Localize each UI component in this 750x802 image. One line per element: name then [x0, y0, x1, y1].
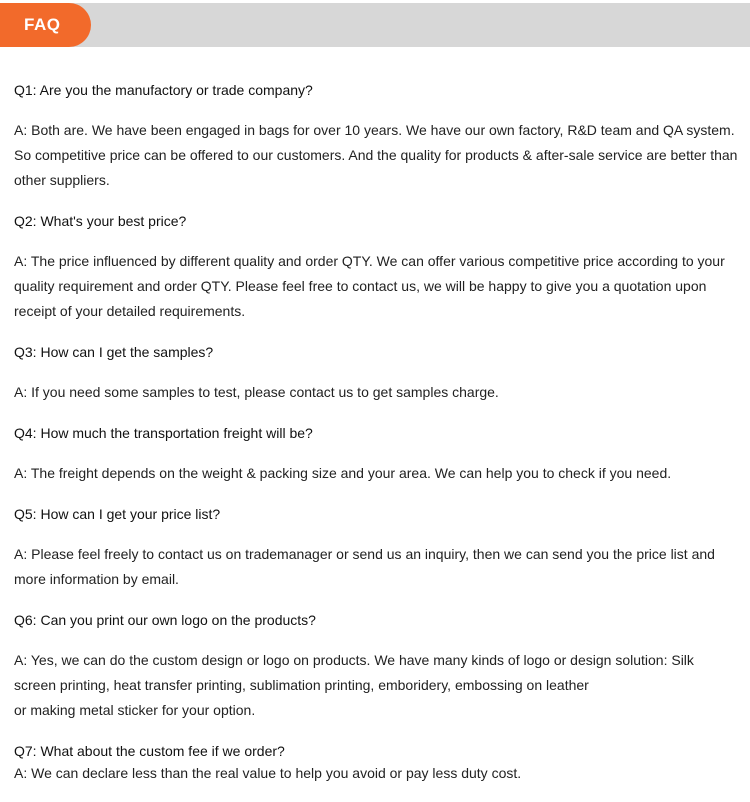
faq-list: [14, 78, 744, 802]
faq-question-7: Q7: What about the custom fee if we order?: [14, 743, 285, 759]
faq-question-2: Q2: What's your best price?: [14, 213, 187, 229]
faq-question-5: Q5: How can I get your price list?: [14, 506, 221, 522]
faq-question-4: Q4: How much the transportation freight will be?: [14, 425, 313, 441]
faq-item-5: [14, 502, 744, 592]
faq-question-6: Q6: Can you print our own logo on the products?: [14, 612, 316, 628]
faq-item-4: [14, 421, 744, 486]
faq-item-2: [14, 209, 744, 324]
faq-answer-7: A: We can declare less than the real value to help you avoid or pay less duty cost.: [14, 765, 522, 781]
faq-answer-5: A: Please feel freely to contact us on trademanager or send us an inquiry, then we can send you the price list and more information by email.: [14, 546, 715, 587]
faq-item-3: [14, 340, 744, 405]
faq-answer-2: A: The price influenced by different quality and order QTY. We can offer various competitive price according to your quality requirement and order QTY. Please feel free to contact us, we will be happy to give you a quotation upon receipt of your detailed requirements.: [14, 253, 725, 319]
faq-header-bar: [0, 3, 750, 47]
faq-question-3: Q3: How can I get the samples?: [14, 344, 214, 360]
faq-item-1: [14, 78, 744, 193]
faq-answer-3: A: If you need some samples to test, please contact us to get samples charge.: [14, 384, 499, 400]
faq-item-7: [14, 739, 744, 786]
faq-answer-1: A: Both are. We have been engaged in bags for over 10 years. We have our own factory, R&D team and QA system. So competitive price can be offered to our customers. And the quality for products & after-sale service are better than other suppliers.: [14, 122, 738, 188]
faq-question-1: Q1: Are you the manufactory or trade company?: [14, 82, 313, 98]
faq-item-6: [14, 608, 744, 723]
faq-title: FAQ: [24, 15, 61, 34]
faq-header-tab: [0, 3, 91, 47]
faq-answer-4: A: The freight depends on the weight & packing size and your area. We can help you to check if you need.: [14, 465, 672, 481]
faq-answer-6: A: Yes, we can do the custom design or logo on products. We have many kinds of logo or design solution: Silk screen printing, heat transfer printing, sublimation printing, emboridery, embossing on leather or making metal sticker for your option.: [14, 652, 694, 718]
